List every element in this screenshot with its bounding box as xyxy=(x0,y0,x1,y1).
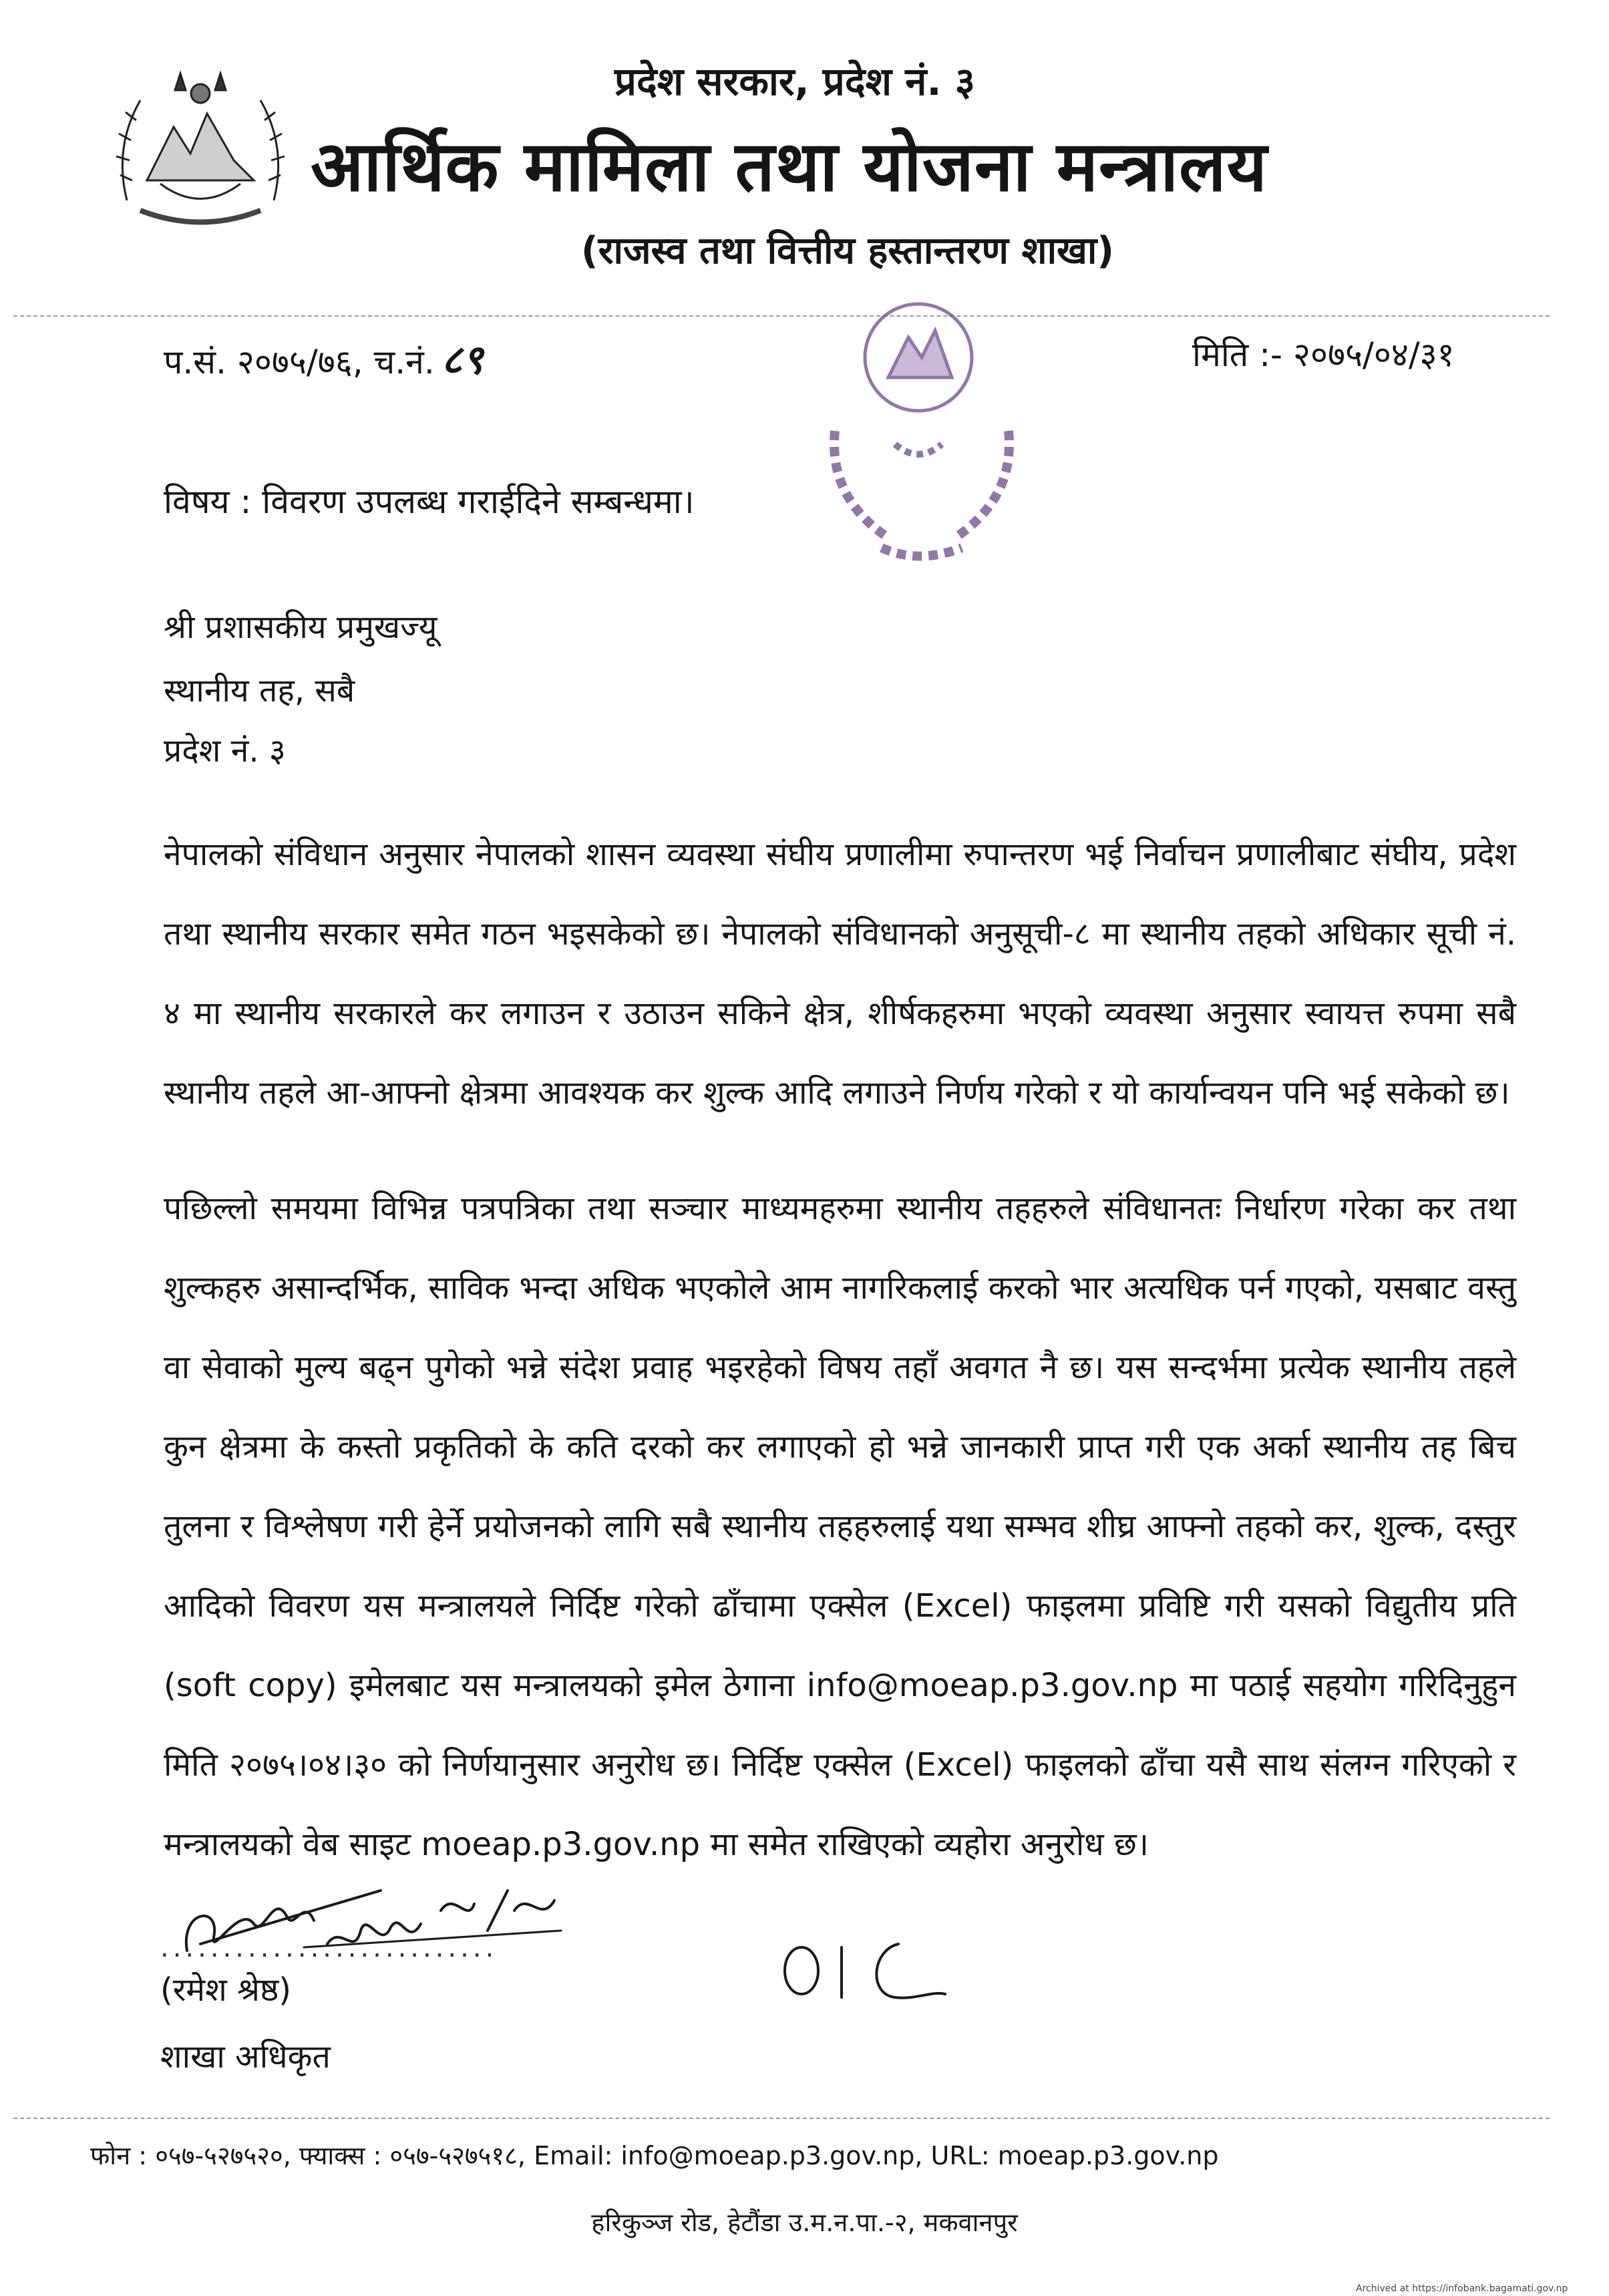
letter-subject: विषय : विवरण उपलब्ध गराईदिने सम्बन्धमा। xyxy=(164,482,695,521)
reference-prefix: प.सं. २०७५/७६, च.नं. xyxy=(164,343,435,381)
body-paragraph-1: नेपालको संविधान अनुसार नेपालको शासन व्यवस्था संघीय प्रणालीमा रुपान्तरण भई निर्वाचन प्रणालीबाट संघीय, प्रदेश तथा स्थानीय सरकार समेत गठन भइसकेको छ। नेपालको संविधानको अनुसूची-८ मा स्थानीय तहको अधिकार सूची नं. ४ मा स्थानीय सरकारले कर लगाउन र उठाउन सकिने क्षेत्र, शीर्षकहरुमा भएको व्यवस्था अनुसार स्वायत्त रुपमा सबै स्थानीय तहले आ-आफ्नो क्षेत्रमा आवश्यक कर शुल्क आदि लगाउने निर्णय गरेको र यो कार्यान्वयन पनि भई सकेको छ। xyxy=(164,836,1516,1112)
handwritten-mark xyxy=(778,1931,952,2004)
header-divider xyxy=(13,315,1550,317)
addressee-line-2: स्थानीय तह, सबै xyxy=(164,672,355,709)
footer-contact: फोन : ०५७-५२७५२०, फ्याक्स : ०५७-५२७५१८, Email: info@moeap.p3.gov.np, URL: moeap.p3.gov.np xyxy=(90,2141,1219,2170)
nepal-emblem-icon xyxy=(100,47,301,247)
footer-divider xyxy=(13,2118,1550,2119)
handwritten-signature xyxy=(160,1864,574,1984)
signatory-title: शाखा अधिकृत xyxy=(160,2038,331,2076)
archive-note: Archived at https://infobank.bagamati.gov.np xyxy=(1356,2283,1568,2294)
addressee-line-3: प्रदेश नं. ३ xyxy=(164,732,286,770)
footer-address: हरिकुञ्ज रोड, हेटौंडा उ.म.न.पा.-२, मकवानपुर xyxy=(591,2208,1018,2237)
ministry-title: आर्थिक मामिला तथा योजना मन्त्रालय xyxy=(311,126,1268,207)
signature-line: ........................... xyxy=(160,1933,498,1963)
chalani-number: ८९ xyxy=(441,337,484,383)
government-line: प्रदेश सरकार, प्रदेश नं. ३ xyxy=(614,59,975,104)
signatory-name: (रमेश श्रेष्ठ) xyxy=(160,1971,291,2009)
office-seal-icon xyxy=(795,284,1035,564)
body-paragraph-2: पछिल्लो समयमा विभिन्न पत्रपत्रिका तथा सञ्चार माध्यमहरुमा स्थानीय तहहरुले संविधानतः निर्धारण गरेका कर तथा शुल्कहरु असान्दर्भिक, साविक भन्दा अधिक भएकोले आम नागरिकलाई करको भार अत्यधिक पर्न गएको, यसबाट वस्तु वा सेवाको मुल्य बढ्न पुगेको भन्ने संदेश प्रवाह भइरहेको विषय तहाँ अवगत नै छ। यस सन्दर्भमा प्रत्येक स्थानीय तहले कुन क्षेत्रमा के कस्तो प्रकृतिको के कति दरको कर लगाएको हो भन्ने जानकारी प्राप्त गरी एक अर्का स्थानीय तह बिच तुलना र विश्लेषण गरी हेर्ने प्रयोजनको लागि सबै स्थानीय तहहरुलाई यथा सम्भव शीघ्र आफ्नो तहको कर, शुल्क, दस्तुर आदिको विवरण यस मन्त्रालयले निर्दिष्ट गरेको ढाँचामा एक्सेल (Excel) फाइलमा प्रविष्टि गरी यसको विद्युतीय प्रति (soft copy) इमेलबाट यस मन्त्रालयको इमेल ठेगाना info@moeap.p3.gov.np मा पठाई सहयोग गरिदिनुहुन मिति २०७५।०४।३० को निर्णयानुसार अनुरोध छ। निर्दिष्ट एक्सेल (Excel) फाइलको ढाँचा यसै साथ संलग्न गरिएको र मन्त्रालयको वेब साइट moeap.p3.gov.np मा समेत राखिएको व्यहोरा अनुरोध छ। xyxy=(164,1190,1516,1863)
branch-name: (राजस्व तथा वित्तीय हस्तान्तरण शाखा) xyxy=(581,229,1114,273)
addressee-line-1: श्री प्रशासकीय प्रमुखज्यू xyxy=(164,609,437,646)
letter-date: मिति :- २०७५/०४/३१ xyxy=(1192,335,1455,374)
reference-number xyxy=(164,331,483,385)
